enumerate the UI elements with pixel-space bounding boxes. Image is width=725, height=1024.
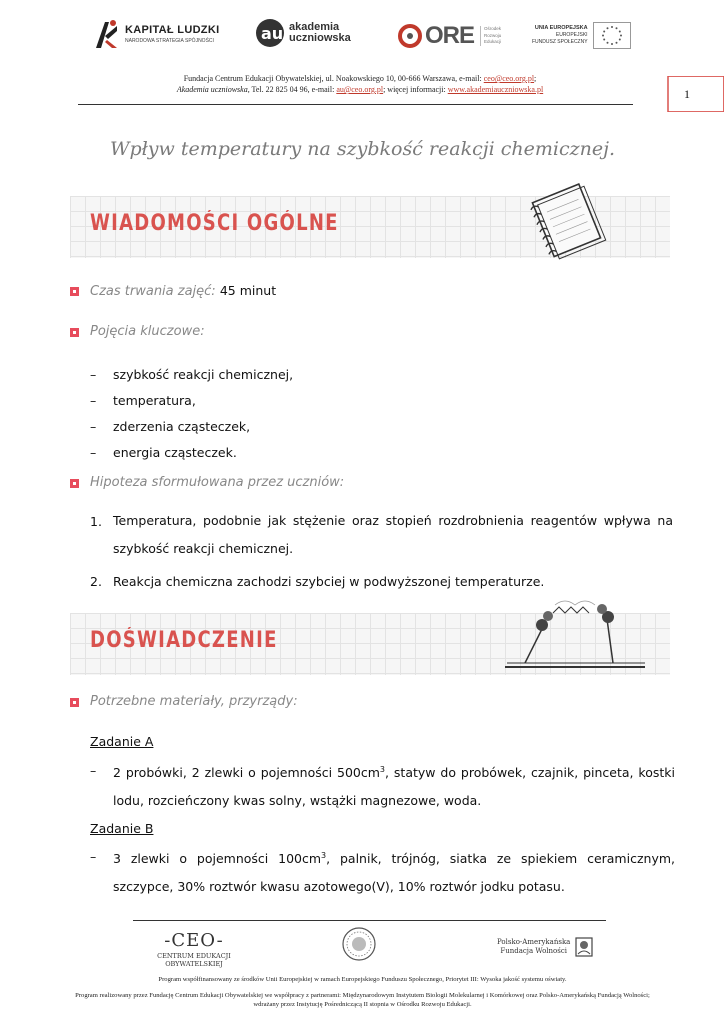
header-phone: , Tel. 22 825 04 96, e-mail: (247, 85, 337, 94)
ue-line2: EUROPEJSKI (555, 32, 588, 39)
banner-experiment-title: DOŚWIADCZENIE (90, 628, 278, 653)
task-a-text (113, 756, 675, 815)
pafw-line1: Polsko-Amerykańska (497, 937, 571, 946)
task-b-text-part1: 3 zlewki o pojemności 100cm (113, 851, 322, 867)
ore-logo (398, 22, 501, 50)
concept-item-2: temperatura, (113, 393, 196, 408)
hypothesis-num-2: 2. (90, 574, 102, 589)
task-a-dash: – (90, 763, 97, 778)
footer-line-3: wdrażany przez Instytucję Pośredniczącą II stopnia w Ośrodku Rozwoju Edukacji. (253, 1001, 472, 1008)
svg-text:au: au (261, 24, 284, 43)
ore-line-2: Rozwoju (484, 32, 502, 38)
hypothesis-text-2: Reakcja chemiczna zachodzi szybciej w podwyższonej temperaturze. (113, 574, 545, 589)
bullet-concepts (70, 328, 79, 337)
ceo-name: CENTRUM EDUKACJI OBYWATELSKIEJ (157, 952, 231, 968)
header-rule (78, 104, 633, 105)
concept-dash-1: – (90, 367, 97, 382)
seal-logo-icon (341, 926, 377, 962)
ceo-email-link[interactable]: ceo@ceo.org.pl (483, 74, 535, 83)
banner-experiment (70, 613, 670, 675)
pafw-emblem-icon (574, 936, 594, 958)
task-b-text (113, 842, 675, 901)
task-b-label: Zadanie B (90, 821, 154, 836)
duration-value: 45 minut (219, 283, 277, 298)
concept-item-1: szybkość reakcji chemicznej, (113, 367, 294, 382)
duration-heading (90, 283, 276, 299)
ore-circle-icon (398, 24, 422, 48)
document-title: Wpływ temperatury na szybkość reakcji chemicznej. (109, 138, 616, 160)
bullet-duration (70, 287, 79, 296)
ore-word: ORE (425, 22, 475, 49)
pafw-line2: Fundacja Wolności (500, 947, 568, 955)
duration-label: Czas trwania zajęć: (90, 284, 216, 299)
task-a-label: Zadanie A (90, 734, 154, 749)
akademia-icon (255, 18, 285, 48)
hypothesis-num-1: 1. (90, 514, 102, 529)
hypothesis-heading: Hipoteza sformułowana przez uczniów: (90, 475, 345, 490)
eu-logo (532, 22, 631, 49)
concepts-heading: Pojęcia kluczowe: (90, 324, 205, 339)
banner-general (70, 196, 670, 258)
ore-line-3: Edukacji (484, 39, 502, 45)
ore-line-1: Ośrodek (484, 25, 502, 31)
website-link[interactable]: www.akademiauczniowska.pl (447, 85, 544, 94)
header-sep: ; (534, 74, 537, 83)
header-contact-info (80, 73, 640, 95)
kapital-ludzki-icon (93, 18, 119, 50)
ceo-mark: -CEO- (164, 930, 224, 951)
eu-flag-icon (593, 22, 631, 49)
concept-item-3: zderzenia cząsteczek, (113, 419, 251, 434)
bullet-materials (70, 698, 79, 707)
header-address: Fundacja Centrum Edukacji Obywatelskiej, ul. Noakowskiego 10, 00-666 Warszawa, e-mail: (183, 74, 484, 83)
molecule-collision-illustration-icon (495, 589, 655, 675)
ceo-logo (138, 930, 250, 968)
task-a-text-part1: 2 probówki, 2 zlewki o pojemności 500cm (113, 765, 380, 781)
pafw-logo (497, 936, 594, 958)
page-number-tab-icon (666, 76, 724, 112)
header-more-info: ; więcej informacji: (383, 85, 448, 94)
au-email-link[interactable]: au@ceo.org.pl (336, 85, 384, 94)
bullet-hypothesis (70, 479, 79, 488)
task-b-sup: 3 (321, 851, 327, 860)
page-number: 1 (684, 87, 690, 101)
ue-line3: FUNDUSZ SPOŁECZNY (532, 39, 588, 46)
notebook-illustration-icon (520, 182, 610, 262)
task-b-text-part2: , palnik, trójnóg, siatka ze spiekiem ceramicznym, szczypce, 30% roztwór kwasu azotowego(V), 10% roztwór jodku potasu. (113, 851, 675, 895)
concept-dash-4: – (90, 445, 97, 460)
kapital-ludzki-title: KAPITAŁ LUDZKI (125, 23, 220, 36)
header-info-line1 (80, 73, 640, 84)
akademia-line1: akademia (289, 21, 340, 33)
banner-general-title: WIADOMOŚCI OGÓLNE (90, 211, 339, 236)
materials-heading: Potrzebne materiały, przyrządy: (90, 694, 298, 709)
task-a-sup: 3 (379, 765, 386, 774)
akademia-line2: uczniowska (289, 32, 351, 44)
header-info-line2 (80, 84, 640, 95)
header-org-name: Akademia uczniowska (176, 85, 248, 94)
concept-dash-3: – (90, 419, 97, 434)
akademia-uczniowska-logo (255, 18, 351, 48)
kapital-ludzki-subtitle: NARODOWA STRATEGIA SPÓJNOŚCI (125, 37, 214, 44)
task-b-dash: – (90, 849, 97, 864)
footer-line-2: Program realizowany przez Fundację Centrum Edukacji Obywatelskiej we współpracy z partnerami: Międzynarodowym Instytutem Biologii Molekularnej i Komórkowej oraz Polsko-Amerykańską Fundacją Wolności; (75, 992, 650, 999)
footer-rule (133, 920, 606, 921)
ue-line1: UNIA EUROPEJSKA (534, 25, 588, 32)
concept-dash-2: – (90, 393, 97, 408)
kapital-ludzki-logo (93, 18, 219, 50)
concept-item-4: energia cząsteczek. (113, 445, 237, 460)
hypothesis-text-1: Temperatura, podobnie jak stężenie oraz stopień rozdrobnienia reagentów wpływa na szybkość reakcji chemicznej. (113, 513, 673, 556)
task-a-text-part2: , statyw do probówek, czajnik, pinceta, kostki lodu, rozcieńczony kwas solny, wstążki magnezowe, woda. (113, 765, 675, 809)
footer-line-1: Program współfinansowany ze środków Unii Europejskiej w ramach Europejskiego Funduszu Społecznego, Priorytet III: Wysoka jakość systemu oświaty. (158, 976, 567, 983)
